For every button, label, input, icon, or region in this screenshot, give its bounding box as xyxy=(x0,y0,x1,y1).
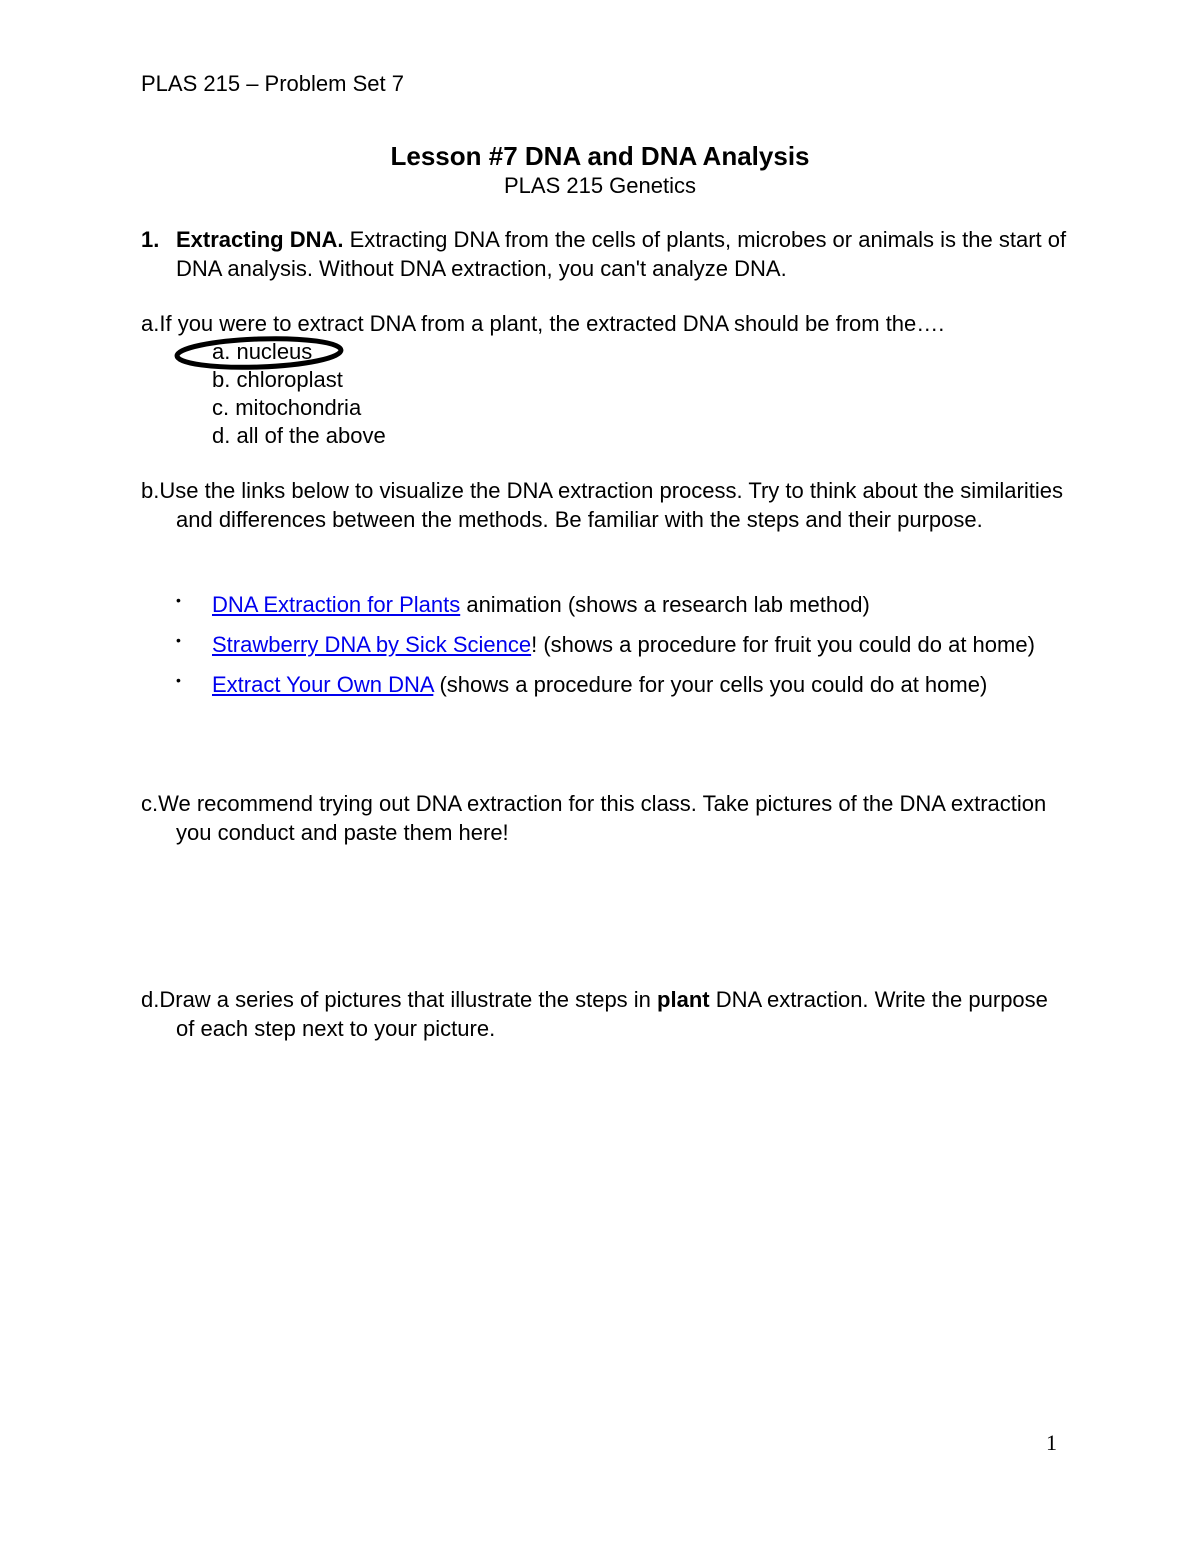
part-d-prompt-emphasis: plant xyxy=(657,987,710,1012)
part-b xyxy=(141,477,1071,534)
part-a xyxy=(141,310,1071,339)
list-item xyxy=(176,585,1076,625)
part-d-prompt-before: Draw a series of pictures that illustrate the steps in xyxy=(159,987,658,1012)
part-a-prompt: If you were to extract DNA from a plant, the extracted DNA should be from the…. xyxy=(159,311,945,336)
option-c: c. mitochondria xyxy=(212,395,362,420)
part-b-prompt: Use the links below to visualize the DNA extraction process. Try to think about the similarities and differences between the methods. Be familiar with the steps and their purpose. xyxy=(159,478,1063,532)
option-b: b. chloroplast xyxy=(212,367,343,392)
part-d xyxy=(141,986,1071,1043)
part-d-prompt-after: DNA extraction. Write the purpose of each step next to your picture. xyxy=(176,987,1048,1041)
link-dna-extraction-plants[interactable]: DNA Extraction for Plants xyxy=(212,592,461,617)
part-a-label: a. xyxy=(141,311,160,336)
option-a: a. nucleus xyxy=(212,339,313,364)
running-header: PLAS 215 – Problem Set 7 xyxy=(141,71,404,96)
option-d: d. all of the above xyxy=(212,423,386,448)
page-title: Lesson #7 DNA and DNA Analysis xyxy=(390,141,810,171)
list-item xyxy=(176,665,1076,705)
link-description: (shows a procedure for your cells you could do at home) xyxy=(433,672,988,697)
bullet-icon: • xyxy=(176,672,181,688)
part-d-label: d. xyxy=(141,987,160,1012)
part-c-prompt: We recommend trying out DNA extraction for this class. Take pictures of the DNA extraction you conduct and paste them here! xyxy=(158,791,1047,845)
question-body xyxy=(176,226,1071,283)
answer-circle-mark xyxy=(174,336,344,374)
resource-list xyxy=(176,585,1076,705)
question-text: Extracting DNA from the cells of plants, microbes or animals is the start of DNA analysis. Without DNA extraction, you can't analyze DNA. xyxy=(176,227,1067,281)
part-c xyxy=(141,790,1071,847)
list-item xyxy=(176,625,1076,665)
link-extract-your-own-dna[interactable]: Extract Your Own DNA xyxy=(212,672,434,697)
part-c-label: c. xyxy=(141,791,159,816)
bullet-icon: • xyxy=(176,592,181,608)
link-description: animation (shows a research lab method) xyxy=(460,592,870,617)
part-b-label: b. xyxy=(141,478,160,503)
question-number: 1. xyxy=(141,227,160,252)
link-strawberry-dna[interactable]: Strawberry DNA by Sick Science xyxy=(212,632,532,657)
link-description: ! (shows a procedure for fruit you could do at home) xyxy=(531,632,1035,657)
bullet-icon: • xyxy=(176,632,181,648)
page-subtitle: PLAS 215 Genetics xyxy=(503,173,696,198)
page-number: 1 xyxy=(1046,1430,1057,1455)
question-1 xyxy=(141,226,1071,283)
question-heading: Extracting DNA. xyxy=(176,227,344,252)
